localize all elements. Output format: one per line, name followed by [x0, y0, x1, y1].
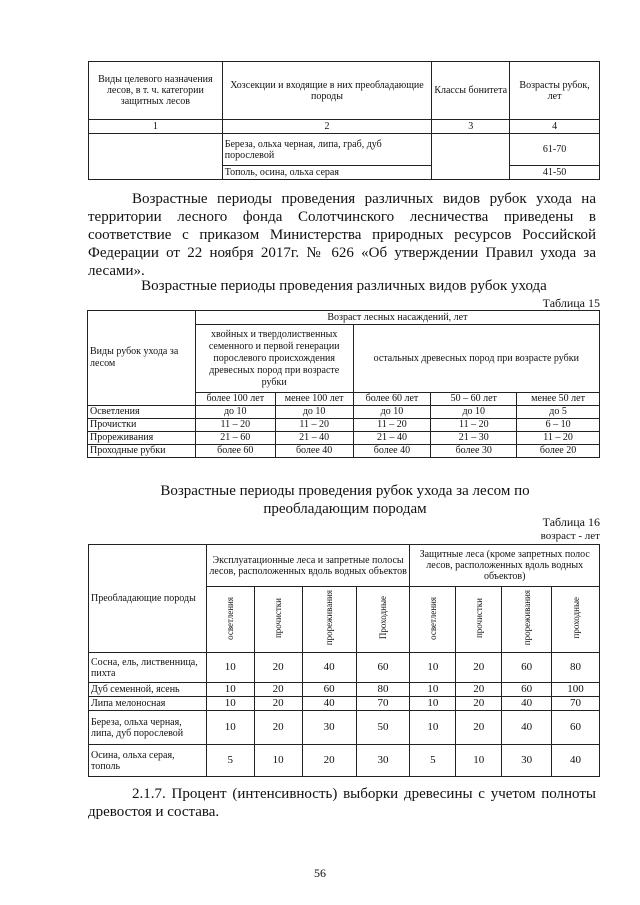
cell: 60 — [502, 683, 552, 697]
row-label: Проходные рубки — [88, 445, 196, 458]
cell: 30 — [302, 711, 356, 745]
cell: 21 – 40 — [275, 432, 353, 445]
col-number: 4 — [510, 120, 600, 134]
cell: 11 – 20 — [353, 419, 431, 432]
subheader: более 100 лет — [195, 393, 275, 406]
cell: до 10 — [431, 406, 517, 419]
subheader-vertical: прореживания — [302, 587, 356, 653]
table-row — [89, 711, 600, 745]
table-row — [88, 432, 600, 445]
cell: 60 — [552, 711, 600, 745]
paragraph-section-2-1-7: 2.1.7. Процент (интенсивность) выборки древесины с учетом полноты древостоя и состава. — [88, 786, 596, 820]
cell: 30 — [356, 745, 410, 777]
subheader: менее 50 лет — [517, 393, 600, 406]
cell: 40 — [302, 697, 356, 711]
col-number: 3 — [432, 120, 510, 134]
cell: 60 — [502, 653, 552, 683]
age-cell: 61-70 — [510, 134, 600, 166]
row-label: Дуб семенной, ясень — [89, 683, 207, 697]
table-row — [88, 406, 600, 419]
cell: 20 — [302, 745, 356, 777]
cell: 40 — [502, 711, 552, 745]
header-stand-age: Возраст лесных насаждений, лет — [195, 311, 599, 325]
cell: 5 — [410, 745, 456, 777]
cell: 21 – 60 — [195, 432, 275, 445]
row-label: Осветления — [88, 406, 196, 419]
header-group-exploitation: Эксплуатационные леса и запретные полосы лесов, расположенных вдоль водных объектов — [206, 545, 410, 587]
empty-cell — [89, 134, 223, 180]
cell: 21 – 40 — [353, 432, 431, 445]
subheader-vertical: осветления — [206, 587, 254, 653]
cell: 10 — [206, 653, 254, 683]
cell: 21 – 30 — [431, 432, 517, 445]
heading-cutting-periods: Возрастные периоды проведения различных видов рубок ухода — [141, 278, 547, 294]
header-group-other: остальных древесных пород при возрасте рубки — [353, 325, 599, 393]
col-number: 2 — [222, 120, 432, 134]
row-label: Липа мелонoсная — [89, 697, 207, 711]
cell: 6 – 10 — [517, 419, 600, 432]
subheader: менее 100 лет — [275, 393, 353, 406]
table-row — [89, 697, 600, 711]
cell: 40 — [552, 745, 600, 777]
subheader: более 60 лет — [353, 393, 431, 406]
cell: 20 — [456, 711, 502, 745]
cell: более 60 — [195, 445, 275, 458]
cell: 60 — [302, 683, 356, 697]
table-unit: возраст - лет — [540, 530, 600, 542]
cell: до 5 — [517, 406, 600, 419]
header-purpose: Виды целевого назначения лесов, в т. ч. категории защитных лесов — [89, 62, 223, 120]
cell: 11 – 20 — [195, 419, 275, 432]
table-label-16: Таблица 16 — [542, 515, 600, 529]
cell: 10 — [206, 683, 254, 697]
species-cell: Тополь, осина, ольха серая — [222, 166, 432, 180]
header-cutting-age: Возрасты рубок, лет — [510, 62, 600, 120]
cell: 40 — [302, 653, 356, 683]
cell: 20 — [254, 697, 302, 711]
subheader-vertical: Проходные — [356, 587, 410, 653]
cell: более 40 — [353, 445, 431, 458]
table-label-15: Таблица 15 — [542, 296, 600, 310]
cell: 10 — [410, 697, 456, 711]
cell: 40 — [502, 697, 552, 711]
subheader-vertical: прореживания — [502, 587, 552, 653]
header-bonitet: Классы бонитета — [432, 62, 510, 120]
cell: 80 — [552, 653, 600, 683]
table-16 — [88, 544, 600, 777]
cell: 20 — [456, 653, 502, 683]
age-cell: 41-50 — [510, 166, 600, 180]
cell: 60 — [356, 653, 410, 683]
cell: до 10 — [353, 406, 431, 419]
heading-by-species: Возрастные периоды проведения рубок ухода за лесом по преобладающим породам — [160, 483, 530, 517]
cell: 10 — [410, 683, 456, 697]
header-species: Преобладающие породы — [89, 545, 207, 653]
subheader: 50 – 60 лет — [431, 393, 517, 406]
table-row — [89, 745, 600, 777]
row-label: Прореживания — [88, 432, 196, 445]
header-sections: Хозсекции и входящие в них преобладающие породы — [222, 62, 432, 120]
row-label: Береза, ольха черная, липа, дуб порослевой — [89, 711, 207, 745]
cell: 100 — [552, 683, 600, 697]
cell: 10 — [206, 697, 254, 711]
cell: 5 — [206, 745, 254, 777]
table-row — [88, 445, 600, 458]
table-15 — [87, 310, 600, 458]
cell: 50 — [356, 711, 410, 745]
cell: до 10 — [195, 406, 275, 419]
row-label: Осина, ольха серая, тополь — [89, 745, 207, 777]
cell: более 30 — [431, 445, 517, 458]
cell: 20 — [456, 683, 502, 697]
page-number: 56 — [314, 866, 326, 880]
cell: 10 — [206, 711, 254, 745]
age-table-continuation — [88, 61, 600, 180]
paragraph-order-reference: Возрастные периоды проведения различных видов рубок ухода на территории лесного фонда Солотчинского лесничества приведены в соответствие с приказом Министерства природных ресурсов Российской Федерации от 22 ноября 2017г. № 626 «Об утверждении Правил ухода за лесами». — [88, 191, 596, 279]
header-cutting-type: Виды рубок ухода за лесом — [88, 311, 196, 406]
cell: 11 – 20 — [275, 419, 353, 432]
header-group-protective: Защитные леса (кроме запретных полос лесов, расположенных вдоль водных объектов) — [410, 545, 600, 587]
cell: 70 — [552, 697, 600, 711]
cell: 20 — [254, 711, 302, 745]
cell: до 10 — [275, 406, 353, 419]
subheader-vertical: прочистки — [254, 587, 302, 653]
subheader-vertical: проходные — [552, 587, 600, 653]
row-label: Прочистки — [88, 419, 196, 432]
cell: 10 — [456, 745, 502, 777]
cell: 10 — [254, 745, 302, 777]
cell: более 20 — [517, 445, 600, 458]
cell: 11 – 20 — [431, 419, 517, 432]
cell: 20 — [456, 697, 502, 711]
cell: 80 — [356, 683, 410, 697]
cell: 10 — [410, 711, 456, 745]
cell: 70 — [356, 697, 410, 711]
table-row — [89, 653, 600, 683]
species-cell: Береза, ольха черная, липа, граб, дуб порослевой — [222, 134, 432, 166]
col-number: 1 — [89, 120, 223, 134]
row-label: Сосна, ель, лиственница, пихта — [89, 653, 207, 683]
cell: 11 – 20 — [517, 432, 600, 445]
subheader-vertical: осветления — [410, 587, 456, 653]
cell: 20 — [254, 653, 302, 683]
table-row — [88, 419, 600, 432]
cell: 20 — [254, 683, 302, 697]
cell: 30 — [502, 745, 552, 777]
cell: 10 — [410, 653, 456, 683]
table-row — [89, 683, 600, 697]
header-group-conifers: хвойных и твердолиственных семенного и первой генерации порослевого происхождения древесных пород при возрасте рубки — [195, 325, 353, 393]
subheader-vertical: прочистки — [456, 587, 502, 653]
cell: более 40 — [275, 445, 353, 458]
empty-cell — [432, 134, 510, 180]
